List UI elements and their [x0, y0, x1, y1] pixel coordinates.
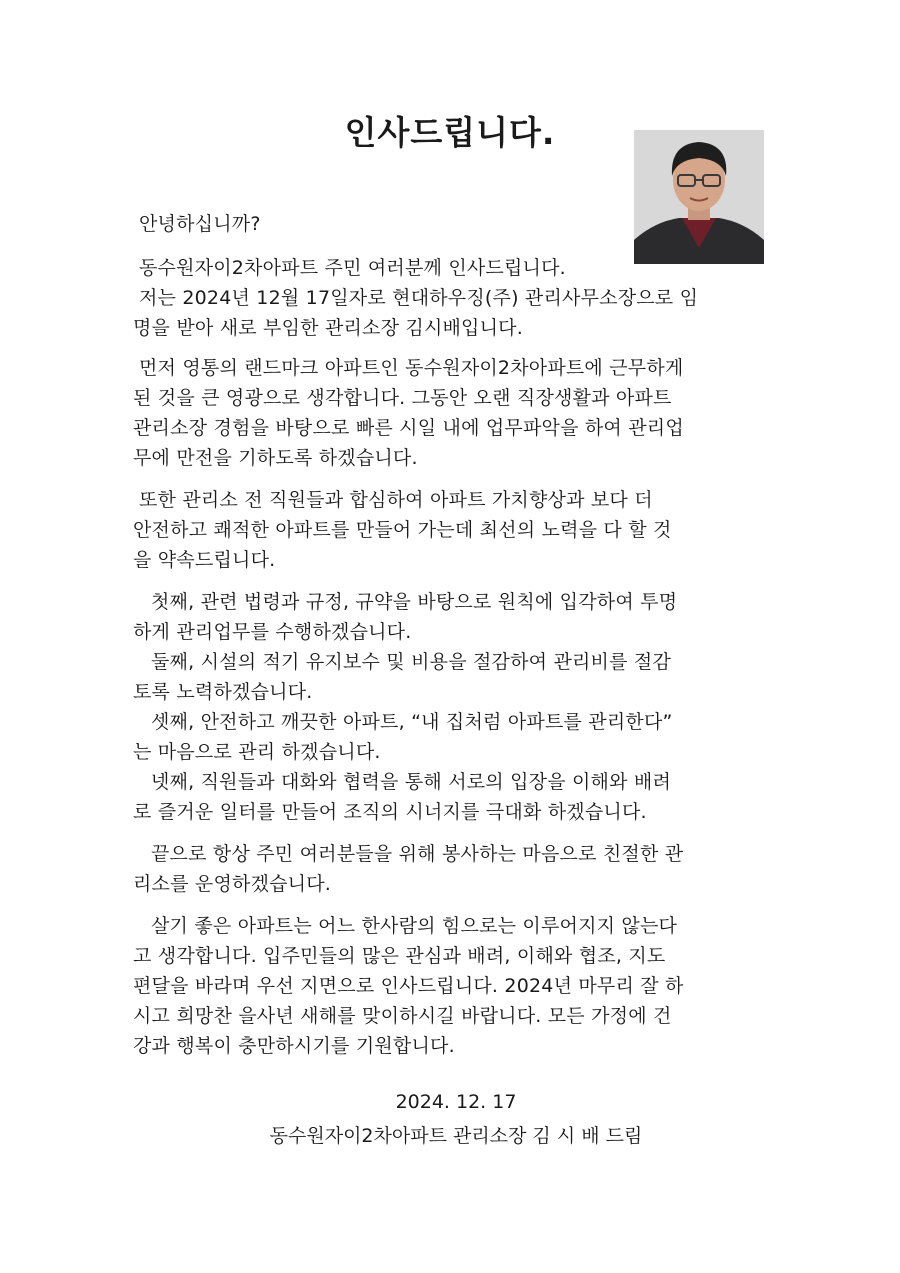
body-line: 먼저 영통의 랜드마크 아파트인 동수원자이2차아파트에 근무하게 — [139, 357, 684, 379]
body-line: 된 것을 큰 영광으로 생각합니다. 그동안 오랜 직장생활과 아파트 — [133, 387, 672, 409]
body-line: 저는 2024년 12월 17일자로 현대하우징(주) 관리사무소장으로 임 — [139, 287, 699, 309]
letter-title: 인사드립니다. — [344, 113, 556, 152]
body-line: 강과 행복이 충만하시기를 기원합니다. — [133, 1035, 455, 1057]
body-line: 하게 관리업무를 수행하겠습니다. — [133, 621, 412, 643]
body-line: 로 즐거운 일터를 만들어 조직의 시너지를 극대화 하겠습니다. — [133, 801, 647, 823]
body-line: 또한 관리소 전 직원들과 합심하여 아파트 가치향상과 보다 더 — [139, 489, 653, 511]
body-line: 넷째, 직원들과 대화와 협력을 통해 서로의 입장을 이해와 배려 — [151, 771, 672, 793]
body-line: 무에 만전을 기하도록 하겠습니다. — [133, 447, 418, 469]
body-line: 첫째, 관련 법령과 규정, 규약을 바탕으로 원칙에 입각하여 투명 — [151, 591, 678, 613]
body-line: 는 마음으로 관리 하겠습니다. — [133, 741, 381, 763]
body-line: 끝으로 항상 주민 여러분들을 위해 봉사하는 마음으로 친절한 관 — [151, 843, 684, 865]
body-line: 토록 노력하겠습니다. — [133, 681, 313, 703]
body-line: 관리소장 경험을 바탕으로 빠른 시일 내에 업무파악을 하여 관리업 — [133, 417, 684, 439]
body-line: 둘째, 시설의 적기 유지보수 및 비용을 절감하여 관리비를 절감 — [151, 651, 672, 673]
body-line: 리소를 운영하겠습니다. — [133, 873, 332, 895]
body-line: 시고 희망찬 을사년 새해를 맞이하시길 바랍니다. 모든 가정에 건 — [133, 1005, 672, 1027]
body-line: 명을 받아 새로 부임한 관리소장 김시배입니다. — [133, 317, 523, 339]
letter-date: 2024. 12. 17 — [395, 1091, 517, 1113]
letter-signature: 동수원자이2차아파트 관리소장 김 시 배 드림 — [269, 1125, 643, 1147]
portrait-photo — [634, 130, 764, 264]
body-line: 동수원자이2차아파트 주민 여러분께 인사드립니다. — [139, 257, 566, 279]
body-line: 고 생각합니다. 입주민들의 많은 관심과 배려, 이해와 협조, 지도 — [133, 945, 666, 967]
greeting-text: 안녕하십니까? — [139, 213, 261, 235]
body-line: 살기 좋은 아파트는 어느 한사람의 힘으로는 이루어지지 않는다 — [151, 915, 678, 937]
body-line: 셋째, 안전하고 깨끗한 아파트, “내 집처럼 아파트를 관리한다” — [151, 711, 673, 733]
body-line: 안전하고 쾌적한 아파트를 만들어 가는데 최선의 노력을 다 할 것 — [133, 519, 672, 541]
body-line: 편달을 바라며 우선 지면으로 인사드립니다. 2024년 마무리 잘 하 — [133, 975, 684, 997]
body-line: 을 약속드립니다. — [133, 549, 276, 571]
